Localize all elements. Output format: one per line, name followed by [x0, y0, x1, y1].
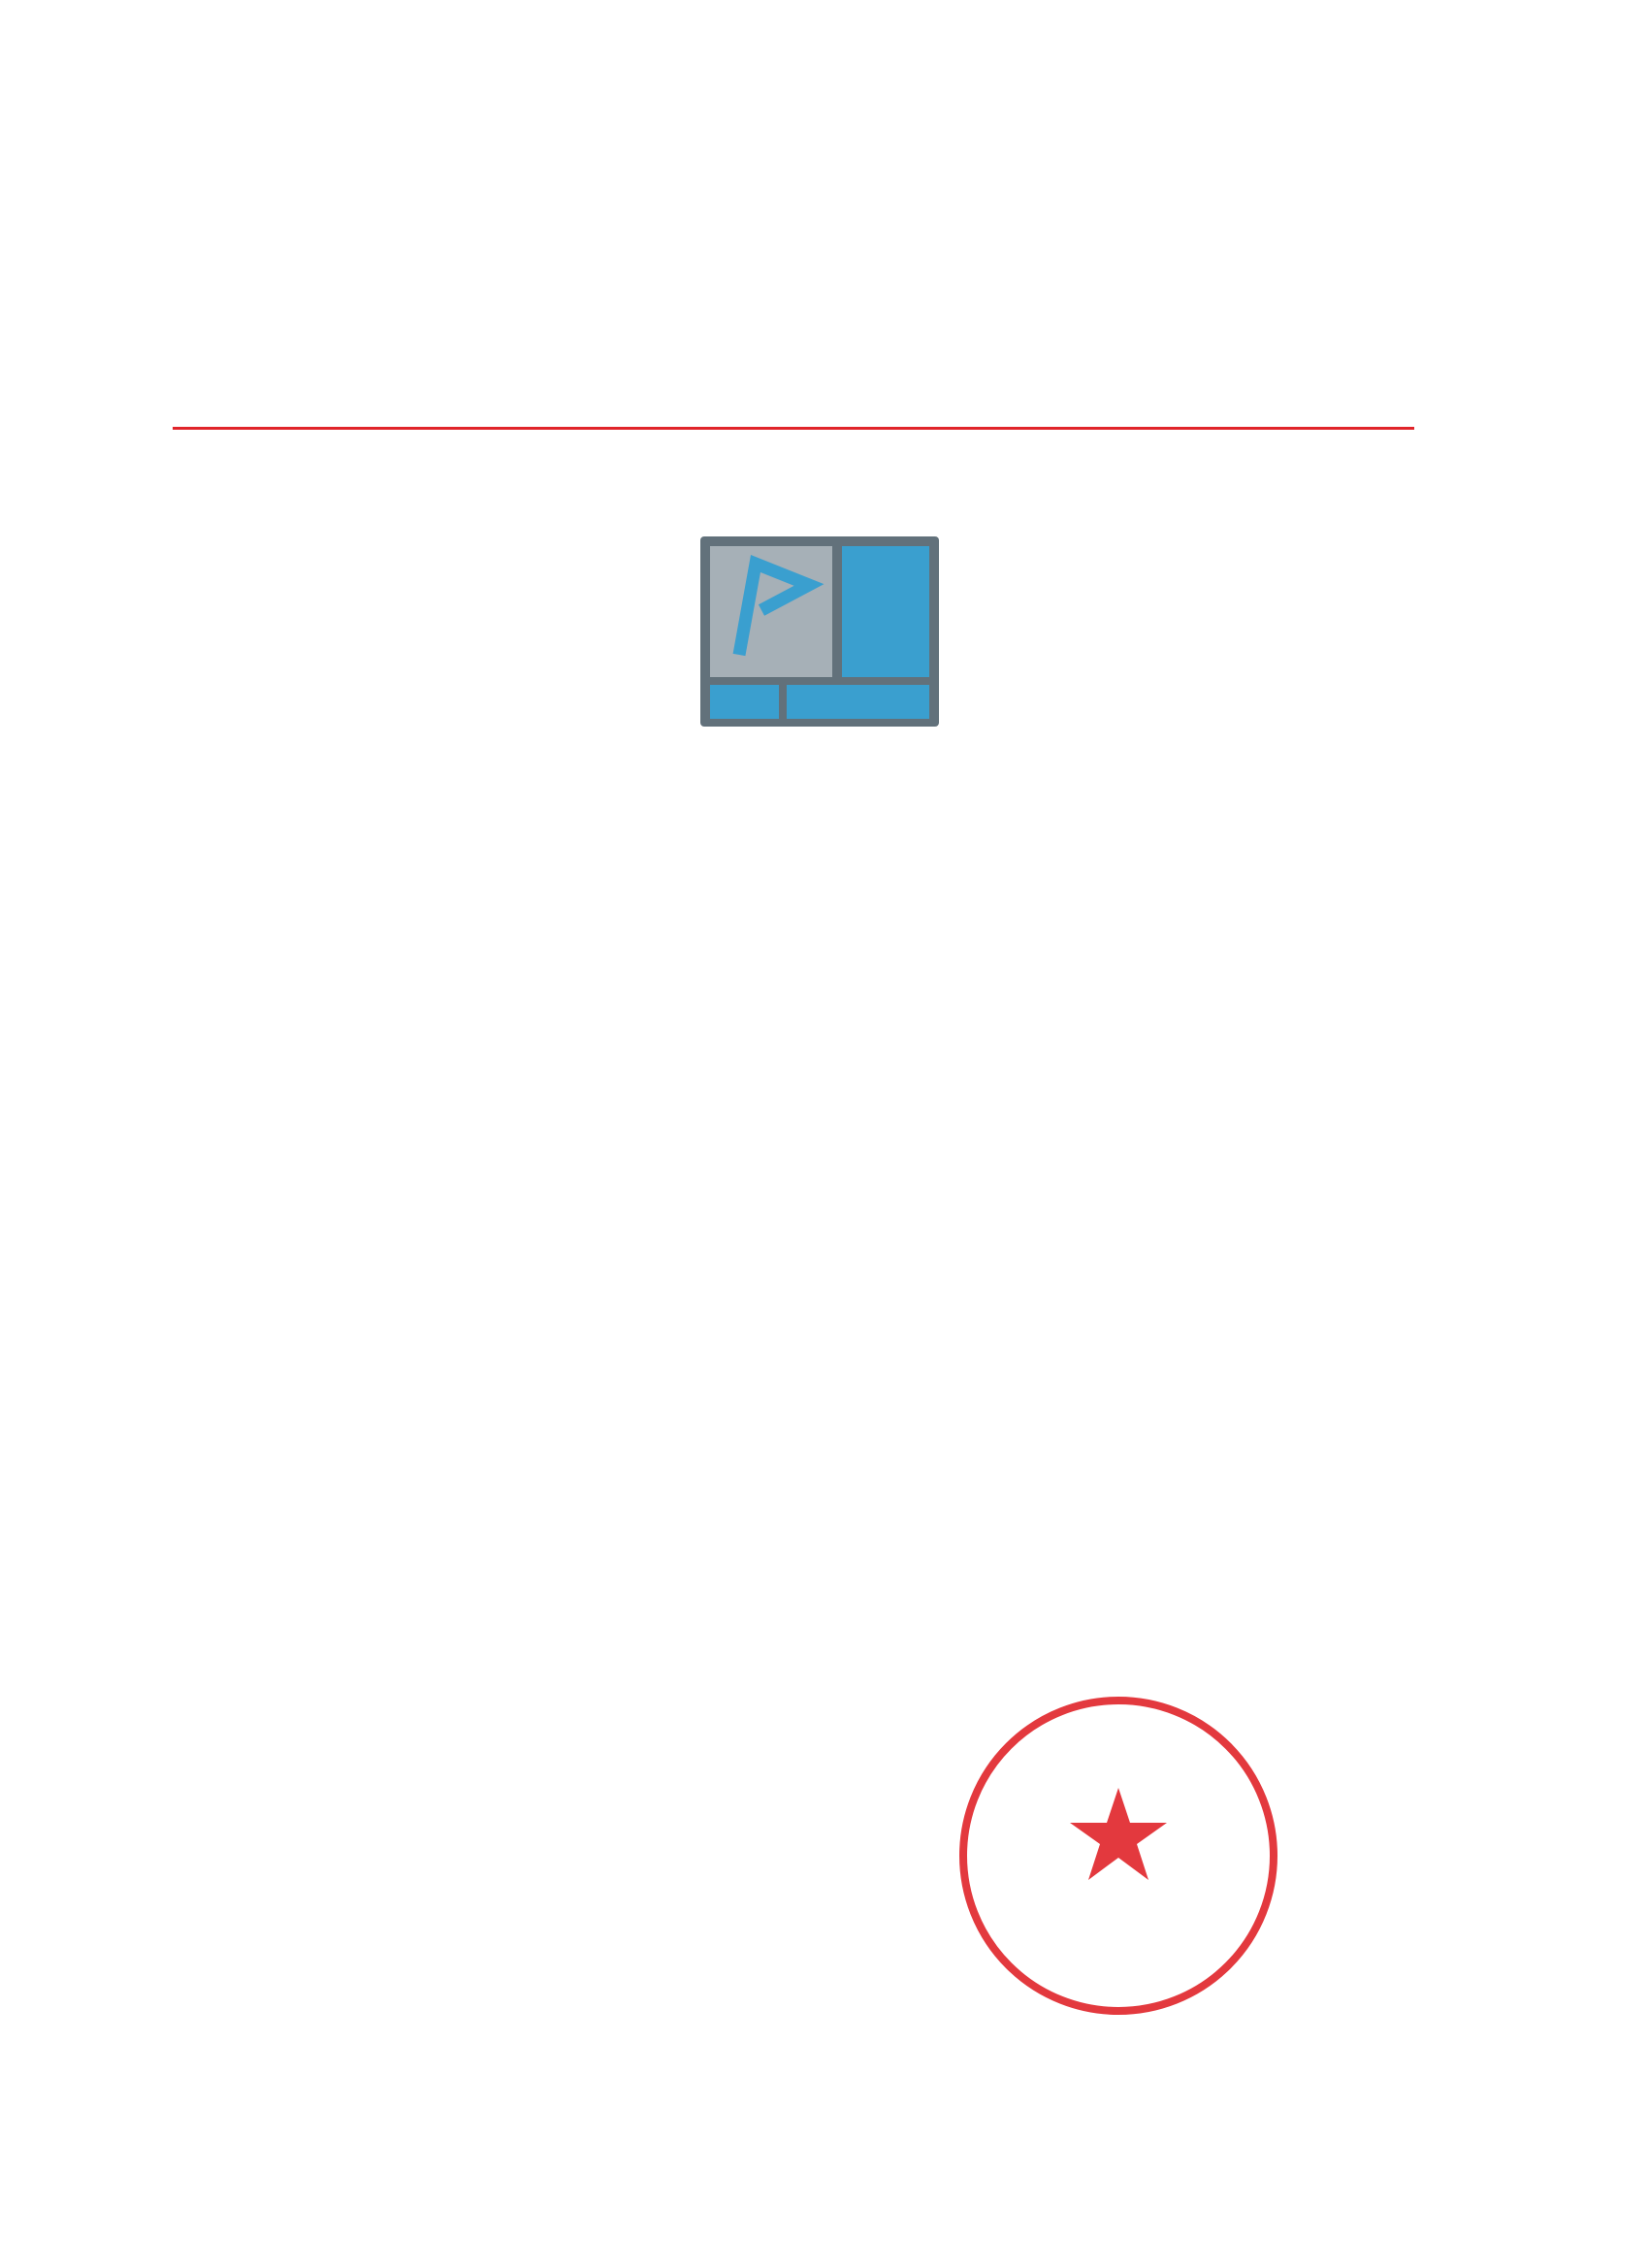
official-seal	[955, 1693, 1281, 2019]
seal-star-icon	[1070, 1788, 1167, 1880]
gale-blue-signal-icon	[700, 536, 939, 727]
header-divider	[173, 427, 1414, 430]
